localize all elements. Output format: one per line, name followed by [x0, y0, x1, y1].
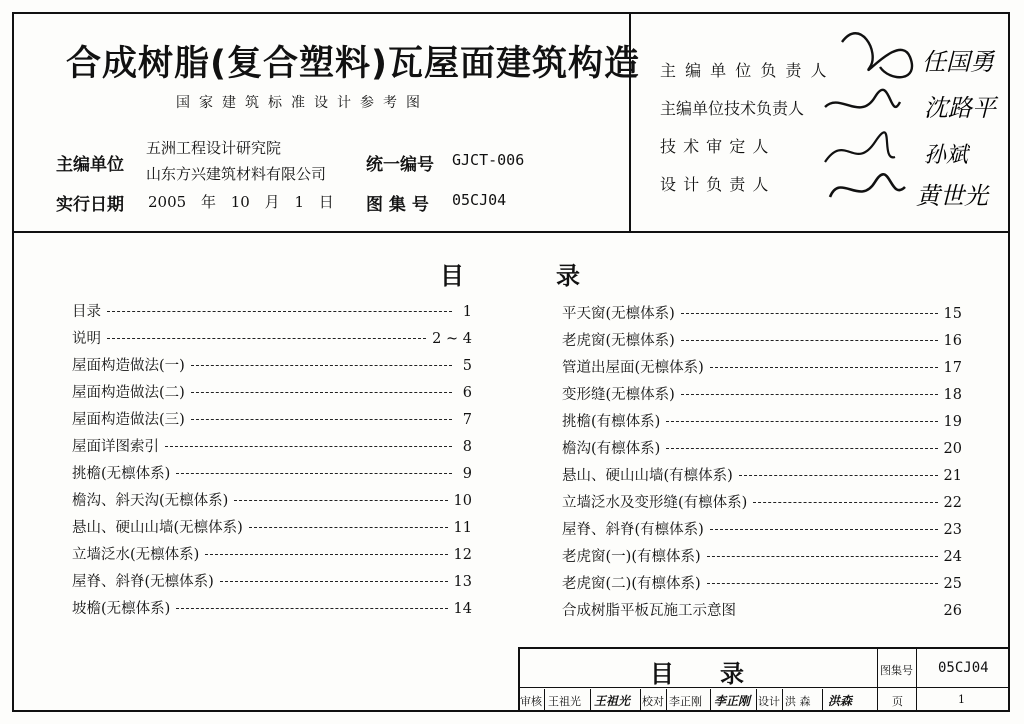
toc-entry-page: 7 [462, 412, 472, 428]
toc-entry[interactable] [562, 437, 962, 457]
leader-line [681, 313, 938, 314]
unified-number: GJCT-006 [452, 151, 525, 169]
toc-entry-title: 说明 [72, 331, 101, 347]
toc-title-right: 录 [556, 261, 580, 290]
toc-entry-title: 挑檐(无檩体系) [72, 466, 171, 482]
toc-entry-title: 合成树脂平板瓦施工示意图 [562, 603, 736, 619]
leader-line [191, 392, 452, 393]
title-block-name-right: 录 [720, 659, 744, 688]
leader-line [107, 338, 426, 339]
toc-title-left: 目 [440, 261, 464, 290]
leader-line [220, 581, 448, 582]
date-month: 10 [230, 193, 250, 211]
date-year-unit: 年 [200, 193, 216, 211]
leader-line [205, 554, 447, 555]
toc-entry-page: 11 [453, 520, 472, 536]
toc-entry-title: 屋面构造做法(二) [72, 385, 185, 401]
signature-4: 黄世光 [916, 182, 988, 210]
toc-entry-title: 变形缝(无檩体系) [562, 387, 675, 403]
toc-entry-page: 13 [453, 574, 472, 590]
leader-line [710, 529, 938, 530]
toc-entry[interactable] [72, 462, 472, 482]
document-title: 合成树脂(复合塑料)瓦屋面建筑构造 [66, 44, 640, 84]
toc-entry-title: 屋脊、斜脊(有檩体系) [562, 522, 704, 538]
toc-entry-title: 管道出屋面(无檩体系) [562, 360, 704, 376]
toc-entry[interactable] [562, 518, 962, 538]
date-year: 2005 [148, 193, 187, 211]
editor-unit-1: 五洲工程设计研究院 [146, 139, 282, 157]
toc-entry[interactable] [72, 543, 472, 563]
toc-entry-title: 立墙泛水(无檩体系) [72, 547, 200, 563]
toc-entry-title: 老虎窗(二)(有檩体系) [562, 576, 701, 592]
toc-entry-title: 屋面构造做法(一) [72, 358, 185, 374]
signature-scribble-4 [830, 174, 905, 197]
toc-entry[interactable] [72, 516, 472, 536]
toc-entry-page: 25 [943, 576, 962, 592]
checker-name: 李正刚 [669, 695, 702, 708]
toc-entry-title: 挑檐(有檩体系) [562, 414, 661, 430]
editor-unit-2: 山东方兴建筑材料有限公司 [146, 165, 327, 183]
toc-entry[interactable] [562, 572, 962, 592]
toc-entry-title: 悬山、硬山山墙(无檩体系) [72, 520, 243, 536]
leader-line [165, 446, 452, 447]
toc-entry-title: 檐沟、斜天沟(无檩体系) [72, 493, 229, 509]
toc-entry[interactable] [562, 545, 962, 565]
toc-entry[interactable] [72, 300, 472, 320]
leader-line [176, 473, 452, 474]
title-block-atlas-number: 05CJ04 [938, 660, 989, 676]
leader-line [176, 608, 447, 609]
title-block-name-left: 目 [650, 659, 674, 688]
handwritten-signatures [820, 12, 1006, 217]
toc-entry-page: 19 [943, 414, 962, 430]
effective-date-label: 实行日期 [56, 195, 124, 215]
toc-entry-page: 18 [943, 387, 962, 403]
leader-line [710, 367, 938, 368]
technical-reviewer-label: 技 术 审 定 人 [660, 137, 770, 156]
toc-entry-page: 6 [462, 385, 472, 401]
cell-divider [822, 689, 823, 711]
leader-line [681, 340, 938, 341]
toc-entry[interactable] [72, 435, 472, 455]
toc-entry-page: 5 [462, 358, 472, 374]
title-block-vline [916, 647, 917, 712]
leader-line [666, 448, 937, 449]
toc-entry[interactable] [72, 489, 472, 509]
toc-entry-page: 17 [943, 360, 962, 376]
design-head-label: 设 计 负 责 人 [660, 175, 770, 194]
toc-entry[interactable] [72, 597, 472, 617]
toc-entry-page: 10 [453, 493, 472, 509]
cell-divider [782, 689, 783, 711]
date-day: 1 [294, 193, 304, 211]
leader-line [681, 394, 938, 395]
signature-3: 孙斌 [924, 143, 969, 168]
toc-entry-page: 9 [462, 466, 472, 482]
leader-line [249, 527, 448, 528]
toc-entry-title: 屋面构造做法(三) [72, 412, 185, 428]
leader-line [707, 583, 938, 584]
toc-entry-page: 15 [943, 306, 962, 322]
signature-1: 任国勇 [922, 48, 994, 76]
toc-entry-page: 1 [462, 304, 472, 320]
designer-name: 洪 森 [785, 695, 811, 708]
toc-entry-title: 立墙泛水及变形缝(有檩体系) [562, 495, 748, 511]
toc-right-column [562, 302, 962, 626]
date-day-unit: 日 [318, 193, 334, 211]
designer-signature: 洪森 [828, 694, 853, 708]
toc-entry-title: 屋脊、斜脊(无檩体系) [72, 574, 214, 590]
cell-divider [666, 689, 667, 711]
signature-scribble-1 [842, 33, 912, 77]
toc-entry-page: 2 ~ 4 [432, 331, 472, 347]
cell-divider [756, 689, 757, 711]
leader-line [739, 475, 938, 476]
leader-line [707, 556, 938, 557]
reviewer-signature: 王祖光 [594, 694, 631, 708]
toc-entry-page: 23 [943, 522, 962, 538]
design-label: 设计 [758, 695, 780, 708]
page-number: 1 [958, 693, 965, 706]
toc-entry[interactable] [562, 329, 962, 349]
toc-entry[interactable] [72, 570, 472, 590]
leader-line [107, 311, 452, 312]
signature-scribble-3 [825, 132, 895, 162]
cell-divider [544, 689, 545, 711]
reviewer-name: 王祖光 [548, 695, 581, 708]
toc-entry-title: 檐沟(有檩体系) [562, 441, 661, 457]
page-label: 页 [892, 695, 903, 708]
toc-entry[interactable] [562, 302, 962, 322]
toc-entry-page: 12 [453, 547, 472, 563]
approval-row [518, 689, 877, 711]
toc-entry[interactable] [562, 491, 962, 511]
toc-entry-title: 目录 [72, 304, 101, 320]
leader-line [191, 419, 452, 420]
toc-entry-title: 屋面详图索引 [72, 439, 159, 455]
chief-unit-tech-head-label: 主编单位技术负责人 [660, 99, 805, 118]
toc-entry-title: 老虎窗(一)(有檩体系) [562, 549, 701, 565]
title-block-vline [877, 647, 878, 712]
editor-unit-label: 主编单位 [56, 155, 124, 175]
chief-unit-head-label: 主 编 单 位 负 责 人 [660, 61, 829, 80]
date-month-unit: 月 [264, 193, 280, 211]
effective-date [148, 191, 344, 212]
document-subtitle: 国家建筑标准设计参考图 [176, 95, 429, 111]
cell-divider [590, 689, 591, 711]
cell-divider [640, 689, 641, 711]
signature-scribble-2 [825, 90, 900, 108]
toc-entry[interactable] [562, 410, 962, 430]
toc-entry[interactable] [72, 354, 472, 374]
checker-signature: 李正刚 [714, 694, 751, 708]
toc-entry-title: 坡檐(无檩体系) [72, 601, 171, 617]
toc-entry-page: 22 [943, 495, 962, 511]
leader-line [753, 502, 937, 503]
leader-line [666, 421, 937, 422]
toc-left-column [72, 300, 472, 624]
toc-entry-page: 20 [943, 441, 962, 457]
toc-entry-page: 8 [462, 439, 472, 455]
cell-divider [710, 689, 711, 711]
atlas-number: 05CJ04 [452, 191, 507, 209]
title-block-divider [518, 687, 1010, 688]
toc-entry[interactable] [72, 327, 472, 347]
toc-entry-page: 24 [943, 549, 962, 565]
toc-entry[interactable] [562, 383, 962, 403]
toc-entry[interactable] [562, 464, 962, 484]
toc-entry[interactable] [562, 599, 962, 619]
check-label: 校对 [642, 695, 664, 708]
toc-entry-page: 16 [943, 333, 962, 349]
unified-number-label: 统一编号 [366, 155, 434, 175]
toc-entry-page: 26 [943, 603, 962, 619]
atlas-number-label: 图 集 号 [366, 195, 429, 215]
review-label: 审核 [520, 695, 542, 708]
toc-entry-title: 老虎窗(无檩体系) [562, 333, 675, 349]
toc-entry[interactable] [562, 356, 962, 376]
leader-line [742, 610, 938, 611]
toc-entry-title: 悬山、硬山山墙(有檩体系) [562, 468, 733, 484]
toc-entry-title: 平天窗(无檩体系) [562, 306, 675, 322]
title-block-atlas-label: 图集号 [880, 664, 913, 677]
toc-entry-page: 21 [943, 468, 962, 484]
toc-entry[interactable] [72, 408, 472, 428]
toc-entry-page: 14 [453, 601, 472, 617]
header-divider [12, 231, 1010, 233]
toc-entry[interactable] [72, 381, 472, 401]
leader-line [191, 365, 452, 366]
leader-line [234, 500, 447, 501]
signature-2: 沈路平 [924, 94, 996, 122]
